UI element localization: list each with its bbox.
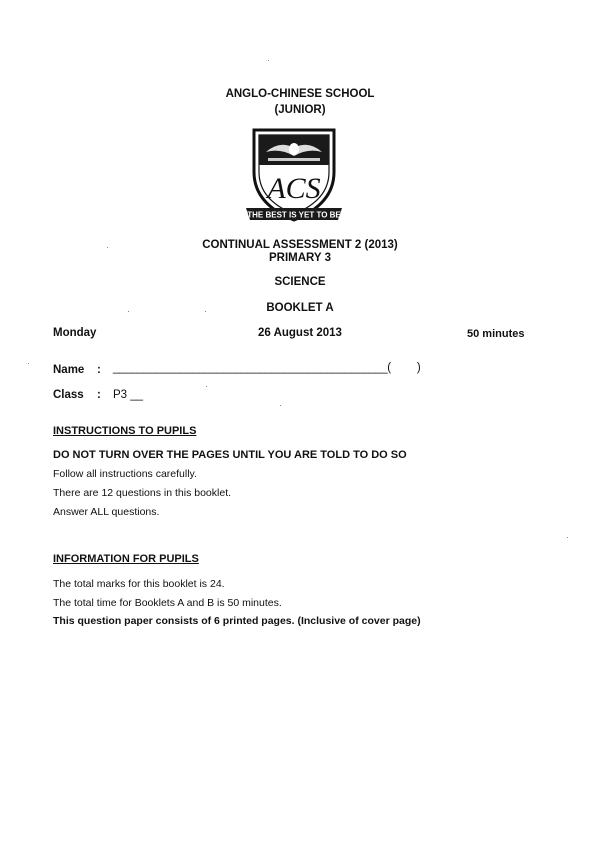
information-line: The total marks for this booklet is 24.	[53, 578, 225, 590]
level: PRIMARY 3	[269, 252, 331, 264]
information-heading: INFORMATION FOR PUPILS	[53, 553, 199, 565]
school-section: (JUNIOR)	[274, 104, 326, 116]
crest-monogram: ACS	[267, 172, 321, 205]
school-crest-logo	[242, 122, 346, 226]
booklet: BOOKLET A	[266, 302, 334, 314]
class-field[interactable]: P3 __	[113, 389, 144, 401]
subject: SCIENCE	[274, 276, 326, 288]
scan-speck	[128, 311, 129, 312]
information-line: The total time for Booklets A and B is 50 minutes.	[53, 597, 282, 609]
scan-speck	[206, 386, 207, 387]
scan-speck	[280, 405, 281, 406]
instruction-line: There are 12 questions in this booklet.	[53, 487, 232, 499]
instructions-heading: INSTRUCTIONS TO PUPILS	[53, 425, 197, 437]
instruction-line: Answer ALL questions.	[53, 506, 160, 518]
name-field[interactable]: _____________________________________________( )	[113, 362, 421, 374]
scan-speck	[567, 537, 568, 538]
assessment-title: CONTINUAL ASSESSMENT 2 (2013)	[202, 239, 398, 251]
scan-speck	[268, 60, 269, 61]
scan-speck	[205, 311, 206, 312]
information-note: This question paper consists of 6 printed pages. (Inclusive of cover page)	[53, 615, 421, 627]
exam-duration: 50 minutes	[467, 328, 525, 340]
scan-speck	[28, 363, 29, 364]
crest-motto: THE BEST IS YET TO BE	[247, 210, 341, 220]
exam-day: Monday	[53, 327, 97, 339]
class-label: Class	[53, 389, 84, 401]
school-name: ANGLO-CHINESE SCHOOL	[225, 88, 375, 100]
name-label: Name	[53, 364, 85, 376]
exam-date: 26 August 2013	[258, 327, 342, 339]
class-colon: :	[97, 389, 101, 401]
scan-speck	[107, 247, 108, 248]
name-colon: :	[97, 364, 101, 376]
instructions-warning: DO NOT TURN OVER THE PAGES UNTIL YOU ARE TOLD TO DO SO	[53, 449, 407, 461]
instruction-line: Follow all instructions carefully.	[53, 468, 197, 480]
